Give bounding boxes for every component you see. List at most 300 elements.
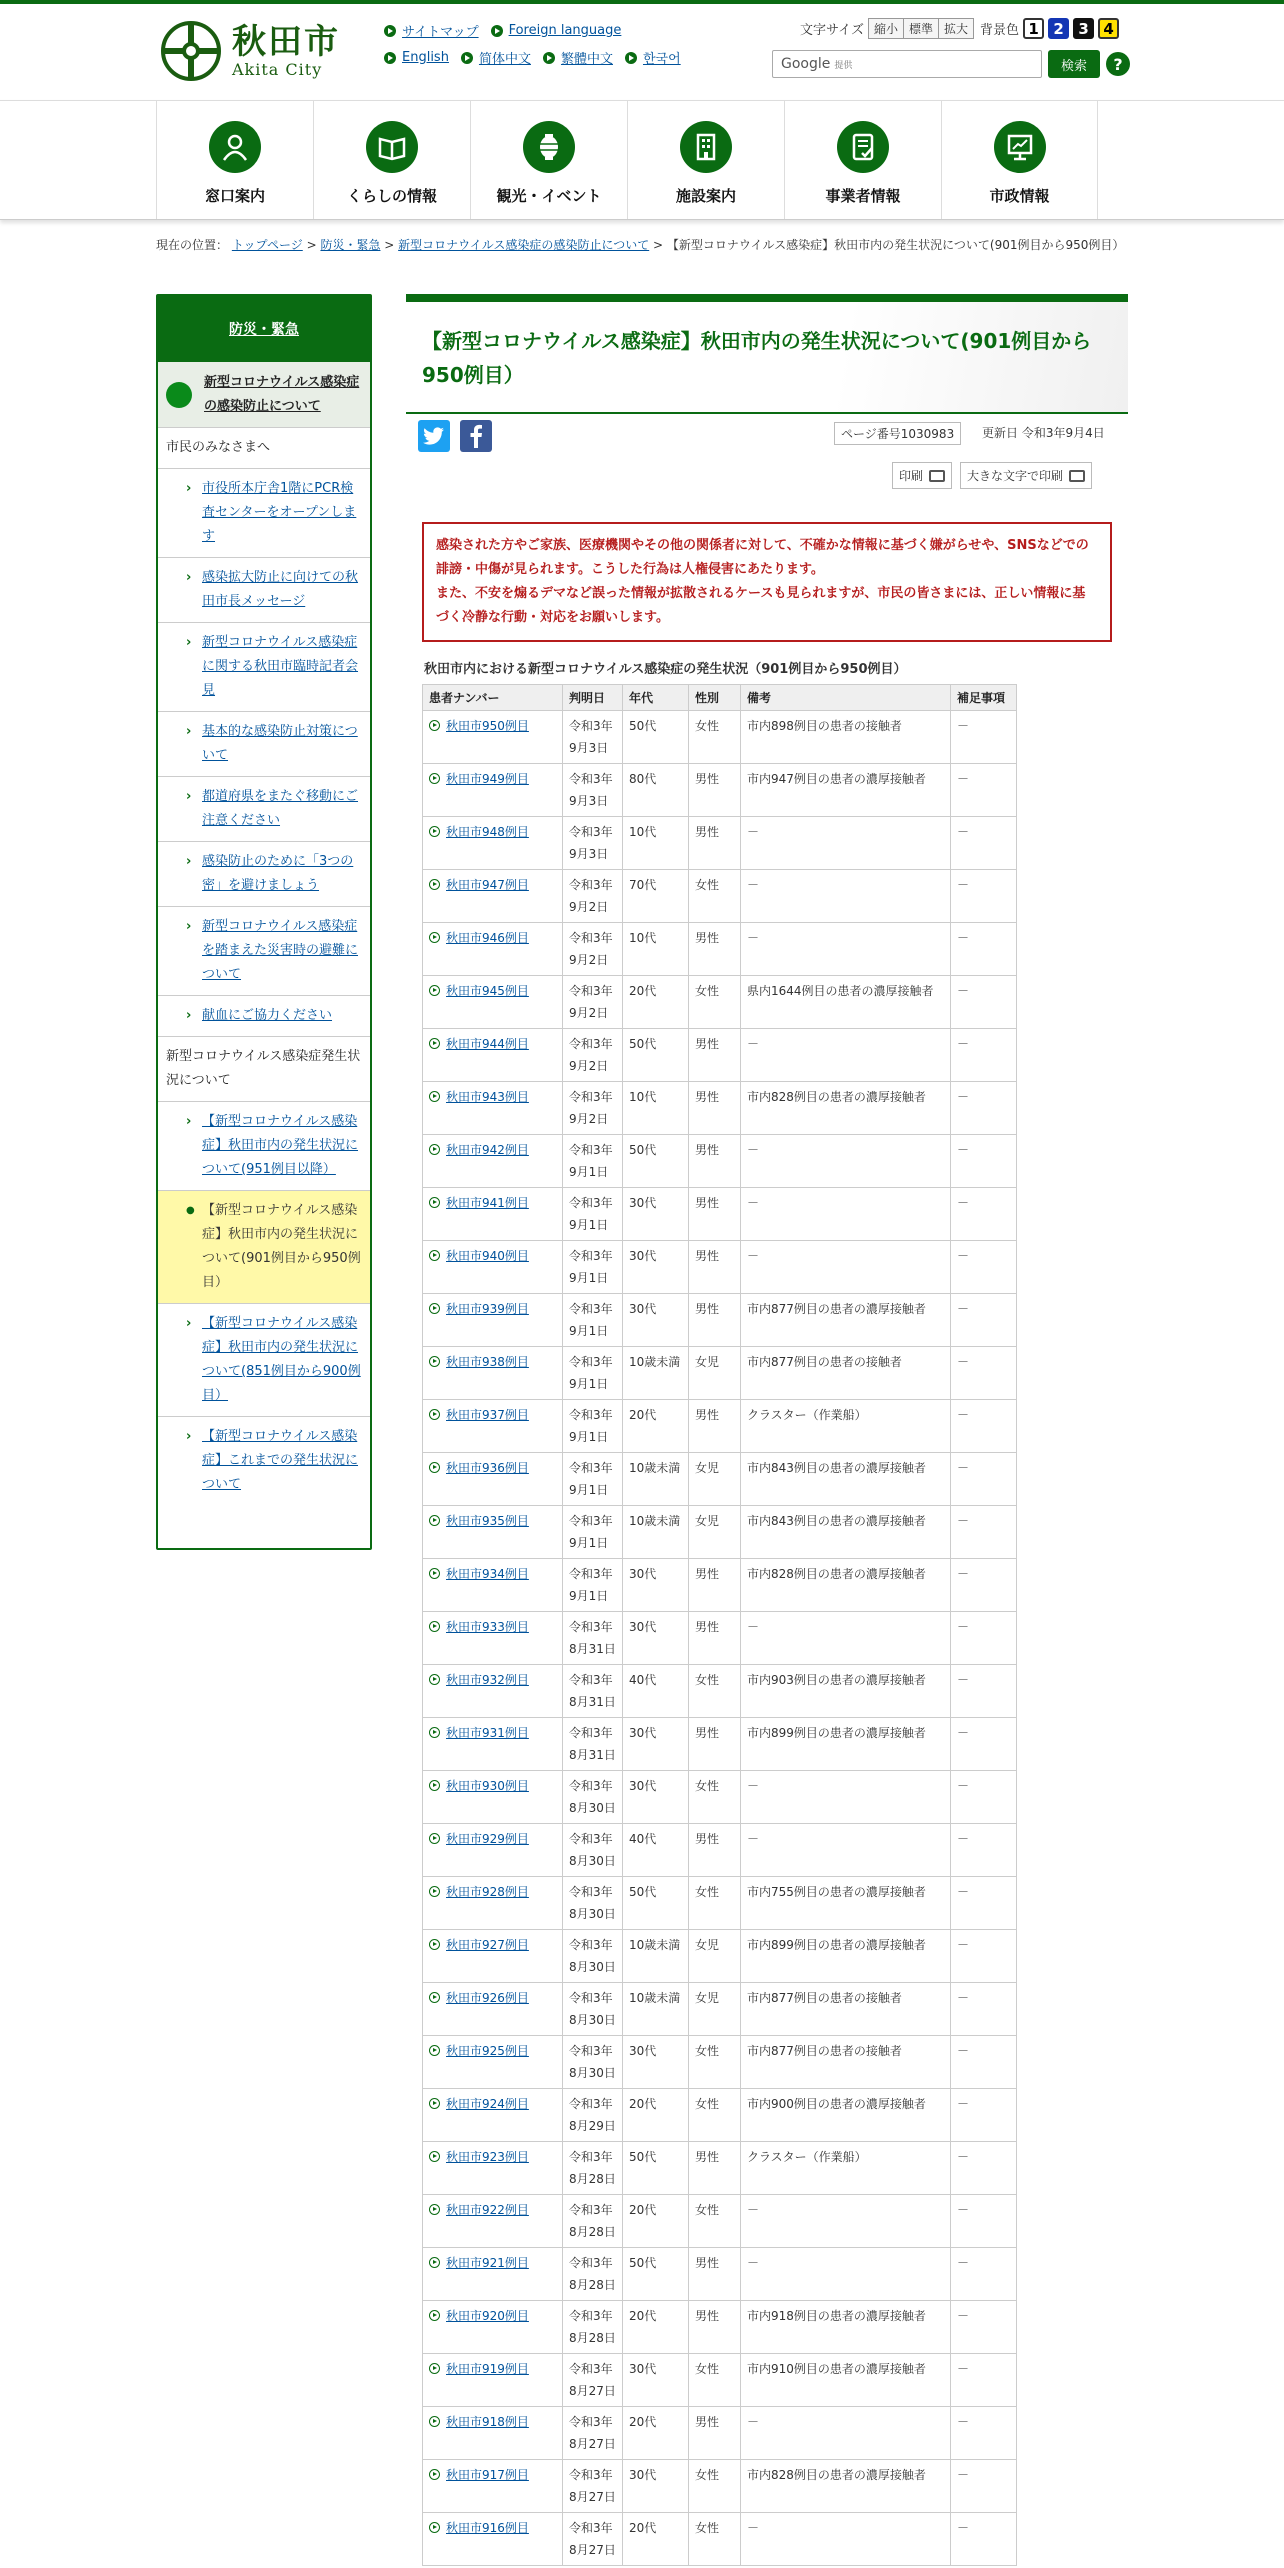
date-cell: 令和3年8月28日 [563,2142,623,2195]
remarks-cell: － [741,2248,951,2301]
patient-cell [423,1559,563,1612]
logo-name: 秋田市 [232,22,340,62]
sex-cell: 女性 [689,711,741,764]
notes-cell: － [951,1771,1017,1824]
sidebar-current-section [158,362,370,428]
table-row [423,1082,1017,1135]
patient-link[interactable]: 秋田市942例目 [446,1143,529,1157]
date-cell: 令和3年9月2日 [563,1082,623,1135]
global-nav [0,100,1284,220]
patient-link[interactable]: 秋田市923例目 [446,2150,529,2164]
patient-cell [423,923,563,976]
sidebar-item[interactable]: › 感染拡大防止に向けての秋田市長メッセージ [158,558,370,623]
remarks-cell: 市内910例目の患者の濃厚接触者 [741,2354,951,2407]
page-number: ページ番号1030983 [834,422,961,445]
age-cell: 50代 [623,1029,689,1082]
age-cell: 50代 [623,2142,689,2195]
cases-table [422,684,1017,2566]
patient-link[interactable]: 秋田市936例目 [446,1461,529,1475]
patient-link[interactable]: 秋田市945例目 [446,984,529,998]
col-header-date: 判明日 [563,685,623,711]
arrow-circle-icon [429,2363,440,2374]
patient-link[interactable]: 秋田市920例目 [446,2309,529,2323]
patient-cell [423,1241,563,1294]
table-row [423,2036,1017,2089]
arrow-bullet-icon [384,52,396,64]
age-cell: 50代 [623,1135,689,1188]
patient-link[interactable]: 秋田市941例目 [446,1196,529,1210]
font-size-label: 文字サイズ [800,23,864,38]
sex-cell: 男性 [689,1029,741,1082]
breadcrumb-top-link[interactable]: トップページ [231,238,303,252]
patient-link[interactable]: 秋田市917例目 [446,2468,529,2482]
breadcrumb-current: 【新型コロナウイルス感染症】秋田市内の発生状況について(901例目から950例目） [666,238,1125,252]
patient-link[interactable]: 秋田市935例目 [446,1514,529,1528]
breadcrumb-disaster-link[interactable]: 防災・緊急 [320,238,381,252]
age-cell: 20代 [623,2513,689,2566]
arrow-circle-icon [429,1091,440,1102]
date-cell: 令和3年8月27日 [563,2460,623,2513]
notes-cell: － [951,1400,1017,1453]
patient-link[interactable]: 秋田市918例目 [446,2415,529,2429]
age-cell: 10歳未満 [623,1453,689,1506]
print-button[interactable]: 印刷 [892,462,952,489]
sidebar-item[interactable]: › 都道府県をまたぐ移動にご注意ください [158,777,370,842]
notes-cell: － [951,2460,1017,2513]
breadcrumb-prefix: 現在の位置： [156,238,229,252]
patient-link[interactable]: 秋田市940例目 [446,1249,529,1263]
remarks-cell: － [741,1612,951,1665]
date-cell: 令和3年9月1日 [563,1241,623,1294]
bullet-icon: ● [186,1205,195,1216]
sidebar-heading-link[interactable]: 防災・緊急 [229,322,299,338]
font-size-smaller-button[interactable]: 縮小 [868,18,904,39]
print-controls [892,462,1092,489]
notes-cell: － [951,1718,1017,1771]
arrow-circle-icon [429,1462,440,1473]
site-header [0,4,1284,100]
arrow-circle-icon [429,985,440,996]
patient-link[interactable]: 秋田市949例目 [446,772,529,786]
age-cell: 20代 [623,976,689,1029]
age-cell: 20代 [623,2301,689,2354]
notes-cell: － [951,764,1017,817]
remarks-cell: － [741,1824,951,1877]
chevron-right-icon: › [186,789,192,804]
arrow-circle-icon [429,1780,440,1791]
chevron-right-icon: › [186,724,192,739]
english-link[interactable]: English [384,48,449,67]
breadcrumb-covid-link[interactable]: 新型コロナウイルス感染症の感染防止について [398,238,650,252]
print-large-button[interactable]: 大きな文字で印刷 [960,462,1092,489]
sidebar-item[interactable]: › 新型コロナウイルス感染症に関する秋田市臨時記者会見 [158,623,370,712]
remarks-cell: 県内1644例目の患者の濃厚接触者 [741,976,951,1029]
notes-cell: － [951,1877,1017,1930]
gnav-label: 施設案内 [675,187,736,205]
age-cell: 30代 [623,2036,689,2089]
bg-color-3-button[interactable]: 3 [1073,18,1094,39]
notes-cell: － [951,923,1017,976]
table-row [423,2195,1017,2248]
sitemap-link[interactable]: サイトマップ [384,21,479,40]
table-row [423,2354,1017,2407]
bg-color-2-button[interactable]: 2 [1048,18,1069,39]
sex-cell: 女性 [689,2036,741,2089]
search-brand-note: 提供 [834,60,853,71]
font-size-larger-button[interactable]: 拡大 [939,18,974,39]
sex-cell: 男性 [689,1400,741,1453]
chevron-right-icon: › [186,1114,192,1129]
notes-cell: － [951,870,1017,923]
accessibility-controls [800,18,1119,39]
bg-color-1-button[interactable]: 1 [1023,18,1044,39]
help-icon[interactable]: ? [1106,52,1130,76]
patient-cell [423,1877,563,1930]
patient-cell [423,764,563,817]
patient-link[interactable]: 秋田市946例目 [446,931,529,945]
patient-link[interactable]: 秋田市924例目 [446,2097,529,2111]
table-row [423,1241,1017,1294]
age-cell: 20代 [623,2195,689,2248]
table-row [423,1877,1017,1930]
notes-cell: － [951,1347,1017,1400]
age-cell: 30代 [623,1241,689,1294]
patient-cell [423,817,563,870]
korean-link[interactable]: 한국어 [625,48,681,67]
patient-link[interactable]: 秋田市934例目 [446,1567,529,1581]
gnav-label: くらしの情報 [346,187,437,205]
gnav-item-business[interactable] [784,101,941,219]
gnav-item-counter-info[interactable] [156,101,313,219]
breadcrumb: 現在の位置： トップページ > 防災・緊急 > 新型コロナウイルス感染症の感染防止について > 【新型コロナウイルス感染症】秋田市内の発生状況について(901例目から950例目） [156,238,1125,252]
sex-cell: 女性 [689,2089,741,2142]
table-row [423,2407,1017,2460]
arrow-circle-icon [429,1674,440,1685]
age-cell: 20代 [623,1400,689,1453]
notes-cell: － [951,2513,1017,2566]
patient-link[interactable]: 秋田市932例目 [446,1673,529,1687]
table-row [423,1029,1017,1082]
sidebar-item[interactable]: › 市役所本庁舎1階にPCR検査センターをオープンします [158,469,370,558]
patient-cell [423,1612,563,1665]
patient-cell [423,1347,563,1400]
gnav-item-living[interactable] [313,101,470,219]
gnav-item-facilities[interactable] [627,101,784,219]
notes-cell: － [951,2142,1017,2195]
simplified-chinese-link[interactable]: 简体中文 [461,48,531,67]
sidebar-item[interactable]: › 【新型コロナウイルス感染症】秋田市内の発生状況について(951例目以降） [158,1102,370,1191]
age-cell: 30代 [623,1559,689,1612]
date-cell: 令和3年8月30日 [563,1983,623,2036]
patient-cell [423,1135,563,1188]
foreign-language-link[interactable]: Foreign language [491,21,622,40]
remarks-cell: － [741,2407,951,2460]
gnav-label: 窓口案内 [204,187,265,205]
patient-cell [423,2354,563,2407]
notes-cell: － [951,1559,1017,1612]
arrow-circle-icon [429,1886,440,1897]
sidebar-heading [158,296,370,362]
patient-link[interactable]: 秋田市938例目 [446,1355,529,1369]
arrow-circle-icon [429,2522,440,2533]
date-cell: 令和3年8月30日 [563,1824,623,1877]
notes-cell: － [951,1029,1017,1082]
age-cell: 10代 [623,817,689,870]
patient-link[interactable]: 秋田市925例目 [446,2044,529,2058]
patient-link[interactable]: 秋田市929例目 [446,1832,529,1846]
sex-cell: 男性 [689,1188,741,1241]
sex-cell: 男性 [689,2301,741,2354]
date-cell: 令和3年9月1日 [563,1400,623,1453]
date-cell: 令和3年8月27日 [563,2407,623,2460]
patient-cell [423,976,563,1029]
arrow-circle-icon [429,1621,440,1632]
patient-cell [423,2407,563,2460]
site-logo[interactable] [160,20,340,82]
patient-cell [423,1453,563,1506]
arrow-bullet-icon [384,25,396,37]
sex-cell: 女性 [689,1665,741,1718]
arrow-circle-icon [429,1992,440,2003]
notes-cell: － [951,1135,1017,1188]
remarks-cell: 市内898例目の患者の接触者 [741,711,951,764]
date-cell: 令和3年8月31日 [563,1665,623,1718]
patient-link[interactable]: 秋田市916例目 [446,2521,529,2535]
age-cell: 80代 [623,764,689,817]
sidebar-group-title: 市民のみなさまへ [158,428,370,469]
patient-cell [423,1718,563,1771]
patient-cell [423,1824,563,1877]
remarks-cell: 市内828例目の患者の濃厚接触者 [741,1082,951,1135]
table-row [423,1347,1017,1400]
patient-link[interactable]: 秋田市948例目 [446,825,529,839]
date-cell: 令和3年9月2日 [563,1029,623,1082]
remarks-cell: 市内900例目の患者の濃厚接触者 [741,2089,951,2142]
sidebar-item[interactable]: › 基本的な感染防止対策について [158,712,370,777]
arrow-circle-icon [429,1038,440,1049]
patient-link[interactable]: 秋田市928例目 [446,1885,529,1899]
remarks-cell: 市内903例目の患者の濃厚接触者 [741,1665,951,1718]
sex-cell: 男性 [689,1135,741,1188]
col-header-notes: 補足事項 [951,685,1017,711]
city-emblem-icon [160,20,222,82]
table-row [423,923,1017,976]
table-row [423,711,1017,764]
sex-cell: 男性 [689,2248,741,2301]
table-row [423,1559,1017,1612]
sidebar-item[interactable]: › 新型コロナウイルス感染症を踏まえた災害時の避難について [158,907,370,996]
remarks-cell: － [741,1135,951,1188]
social-share [418,420,492,452]
person-icon [209,121,261,173]
patient-cell [423,1029,563,1082]
gnav-label: 事業者情報 [825,187,901,205]
table-row [423,2142,1017,2195]
table-row [423,1612,1017,1665]
patient-link[interactable]: 秋田市926例目 [446,1991,529,2005]
sex-cell: 女性 [689,2195,741,2248]
date-cell: 令和3年8月28日 [563,2195,623,2248]
date-cell: 令和3年9月3日 [563,764,623,817]
patient-link[interactable]: 秋田市937例目 [446,1408,529,1422]
table-header-row [423,685,1017,711]
sidebar-item-current: ● 【新型コロナウイルス感染症】秋田市内の発生状況について(901例目から950例目） [158,1191,370,1304]
patient-link[interactable]: 秋田市943例目 [446,1090,529,1104]
twitter-share-icon[interactable] [418,420,450,452]
notes-cell: － [951,1930,1017,1983]
sidebar-item[interactable]: › 献血にご協力ください [158,996,370,1037]
notes-cell: － [951,1082,1017,1135]
notes-cell: － [951,2301,1017,2354]
arrow-circle-icon [429,2469,440,2480]
remarks-cell: 市内877例目の患者の接触者 [741,2036,951,2089]
remarks-cell: 市内899例目の患者の濃厚接触者 [741,1718,951,1771]
printer-icon [929,470,945,482]
table-row [423,1506,1017,1559]
gnav-item-city-admin[interactable] [941,101,1098,219]
arrow-circle-icon [429,2098,440,2109]
patient-link[interactable]: 秋田市919例目 [446,2362,529,2376]
sidebar-item[interactable]: › 感染防止のために「3つの密」を避けましょう [158,842,370,907]
remarks-cell: クラスター（作業船） [741,2142,951,2195]
table-row [423,2089,1017,2142]
notes-cell: － [951,1294,1017,1347]
date-cell: 令和3年8月28日 [563,2248,623,2301]
sex-cell: 男性 [689,1718,741,1771]
gnav-label: 観光・イベント [496,187,602,205]
notes-cell: － [951,1824,1017,1877]
sex-cell: 男性 [689,764,741,817]
notes-cell: － [951,1665,1017,1718]
search-button[interactable]: 検索 [1048,50,1100,78]
sex-cell: 男性 [689,1559,741,1612]
patient-link[interactable]: 秋田市950例目 [446,719,529,733]
date-cell: 令和3年9月1日 [563,1347,623,1400]
facebook-share-icon[interactable] [460,420,492,452]
arrow-circle-icon [429,2257,440,2268]
page-title-box [406,294,1128,414]
table-row [423,2301,1017,2354]
age-cell: 50代 [623,1877,689,1930]
date-cell: 令和3年9月1日 [563,1559,623,1612]
date-cell: 令和3年8月27日 [563,2354,623,2407]
notice-line: 感染された方やご家族、医療機関やその他の関係者に対して、不確かな情報に基づく嫌がらせや、SNSなどでの誹謗・中傷が見られます。こうした行為は人権侵害にあたります。 [436,538,1089,577]
remarks-cell: 市内947例目の患者の濃厚接触者 [741,764,951,817]
table-row [423,2460,1017,2513]
date-cell: 令和3年9月2日 [563,976,623,1029]
date-cell: 令和3年9月2日 [563,923,623,976]
age-cell: 10歳未満 [623,1347,689,1400]
notes-cell: － [951,1983,1017,2036]
arrow-circle-icon [429,1197,440,1208]
traditional-chinese-link[interactable]: 繁體中文 [543,48,613,67]
patient-link[interactable]: 秋田市927例目 [446,1938,529,1952]
chevron-right-icon: › [186,854,192,869]
notes-cell: － [951,1241,1017,1294]
table-row [423,1983,1017,2036]
patient-link[interactable]: 秋田市933例目 [446,1620,529,1634]
remarks-cell: 市内877例目の患者の接触者 [741,1347,951,1400]
patient-link[interactable]: 秋田市944例目 [446,1037,529,1051]
date-cell: 令和3年8月29日 [563,2089,623,2142]
sex-cell: 男性 [689,2407,741,2460]
remarks-cell: － [741,1771,951,1824]
date-cell: 令和3年9月1日 [563,1188,623,1241]
sidebar-item[interactable]: › 【新型コロナウイルス感染症】これまでの発生状況について [158,1417,370,1505]
patient-link[interactable]: 秋田市930例目 [446,1779,529,1793]
remarks-cell: 市内828例目の患者の濃厚接触者 [741,2460,951,2513]
sex-cell: 女性 [689,2513,741,2566]
sidebar-item[interactable]: › 【新型コロナウイルス感染症】秋田市内の発生状況について(851例目から900例目） [158,1304,370,1417]
patient-link[interactable]: 秋田市922例目 [446,2203,529,2217]
font-size-standard-button[interactable]: 標準 [904,18,939,39]
patient-link[interactable]: 秋田市931例目 [446,1726,529,1740]
current-section-dot-icon [166,382,192,408]
patient-cell [423,2248,563,2301]
patient-cell [423,1665,563,1718]
notes-cell: － [951,711,1017,764]
sidebar-current-section-link[interactable]: 新型コロナウイルス感染症の感染防止について [204,374,360,414]
table-row [423,817,1017,870]
patient-link[interactable]: 秋田市939例目 [446,1302,529,1316]
patient-link[interactable]: 秋田市947例目 [446,878,529,892]
chevron-right-icon: › [186,635,192,650]
patient-cell [423,2513,563,2566]
sex-cell: 女性 [689,2354,741,2407]
remarks-cell: － [741,817,951,870]
date-cell: 令和3年8月30日 [563,1930,623,1983]
arrow-circle-icon [429,1356,440,1367]
age-cell: 40代 [623,1824,689,1877]
sex-cell: 女性 [689,976,741,1029]
table-row [423,976,1017,1029]
human-rights-notice [422,522,1112,642]
patient-cell [423,1188,563,1241]
date-cell: 令和3年9月1日 [563,1453,623,1506]
remarks-cell: 市内828例目の患者の濃厚接触者 [741,1559,951,1612]
arrow-circle-icon [429,1144,440,1155]
document-check-icon [837,121,889,173]
gnav-item-tourism[interactable] [470,101,627,219]
remarks-cell: 市内877例目の患者の接触者 [741,1983,951,2036]
bg-color-4-button[interactable]: 4 [1098,18,1119,39]
table-row [423,1294,1017,1347]
patient-cell [423,2460,563,2513]
patient-cell [423,1082,563,1135]
arrow-bullet-icon [625,52,637,64]
sex-cell: 男性 [689,2142,741,2195]
patient-cell [423,2142,563,2195]
sex-cell: 女性 [689,1877,741,1930]
arrow-circle-icon [429,720,440,731]
chevron-right-icon: › [186,1316,192,1331]
sex-cell: 女性 [689,2460,741,2513]
col-header-remarks: 備考 [741,685,951,711]
col-header-sex: 性別 [689,685,741,711]
patient-cell [423,711,563,764]
date-cell: 令和3年8月31日 [563,1612,623,1665]
sex-cell: 男性 [689,1612,741,1665]
notes-cell: － [951,2248,1017,2301]
search-input[interactable] [772,50,1042,78]
remarks-cell: 市内899例目の患者の濃厚接触者 [741,1930,951,1983]
lantern-icon [523,121,575,173]
bg-color-label: 背景色 [980,23,1020,38]
patient-link[interactable]: 秋田市921例目 [446,2256,529,2270]
notes-cell: － [951,976,1017,1029]
patient-cell [423,1506,563,1559]
patient-cell [423,1983,563,2036]
